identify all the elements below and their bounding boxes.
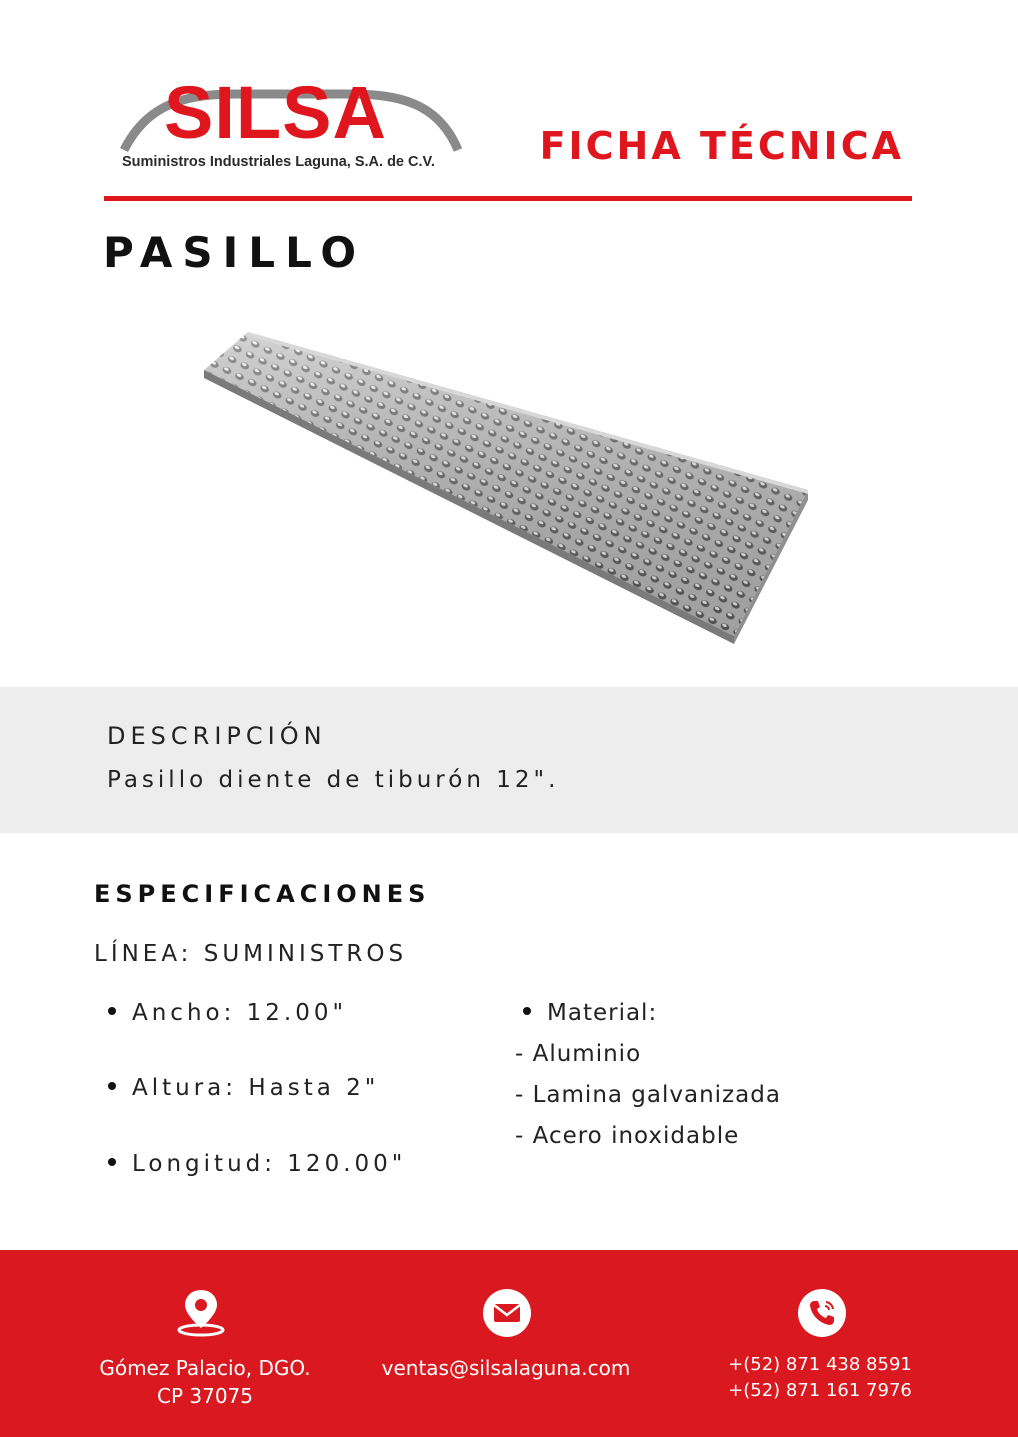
- location-pin-icon: [175, 1286, 227, 1338]
- specifications-heading: ESPECIFICACIONES: [94, 880, 431, 908]
- material-label: Material:: [523, 1000, 657, 1026]
- description-band: [0, 687, 1018, 833]
- product-line: LÍNEA: SUMINISTROS: [94, 941, 408, 967]
- document-type-title: FICHA TÉCNICA: [539, 124, 904, 168]
- phone-link[interactable]: +(52) 871 161 7976: [728, 1380, 912, 1401]
- phone-icon: [797, 1288, 847, 1338]
- material-option: - Acero inoxidable: [515, 1123, 740, 1149]
- bullet-icon: [108, 1082, 116, 1090]
- bullet-icon: [108, 1158, 116, 1166]
- company-logo: [118, 72, 468, 182]
- description-label: DESCRIPCIÓN: [107, 722, 327, 750]
- location-text: Gómez Palacio, DGO. CP 37075: [99, 1356, 311, 1408]
- phone-link[interactable]: +(52) 871 438 8591: [728, 1354, 912, 1375]
- phone-numbers: [720, 1352, 920, 1404]
- header-divider: [104, 196, 912, 201]
- spec-item-width: Ancho: 12.00": [108, 1000, 347, 1026]
- grating-walkway-image: [196, 322, 816, 652]
- material-option: - Lamina galvanizada: [515, 1082, 781, 1108]
- logo-wordmark: SILSA: [164, 71, 387, 154]
- product-title: PASILLO: [103, 228, 367, 277]
- bullet-icon: [108, 1007, 116, 1015]
- bullet-icon: [523, 1007, 531, 1015]
- contact-footer: [0, 1250, 1018, 1437]
- envelope-icon: [482, 1288, 532, 1338]
- spec-item-length: Longitud: 120.00": [108, 1151, 406, 1177]
- description-text: Pasillo diente de tiburón 12".: [107, 767, 560, 793]
- email-link[interactable]: ventas@silsalaguna.com: [381, 1356, 631, 1380]
- material-option: - Aluminio: [515, 1041, 642, 1067]
- logo-subtitle: Suministros Industriales Laguna, S.A. de C.V.: [122, 154, 435, 170]
- spec-item-height: Altura: Hasta 2": [108, 1075, 379, 1101]
